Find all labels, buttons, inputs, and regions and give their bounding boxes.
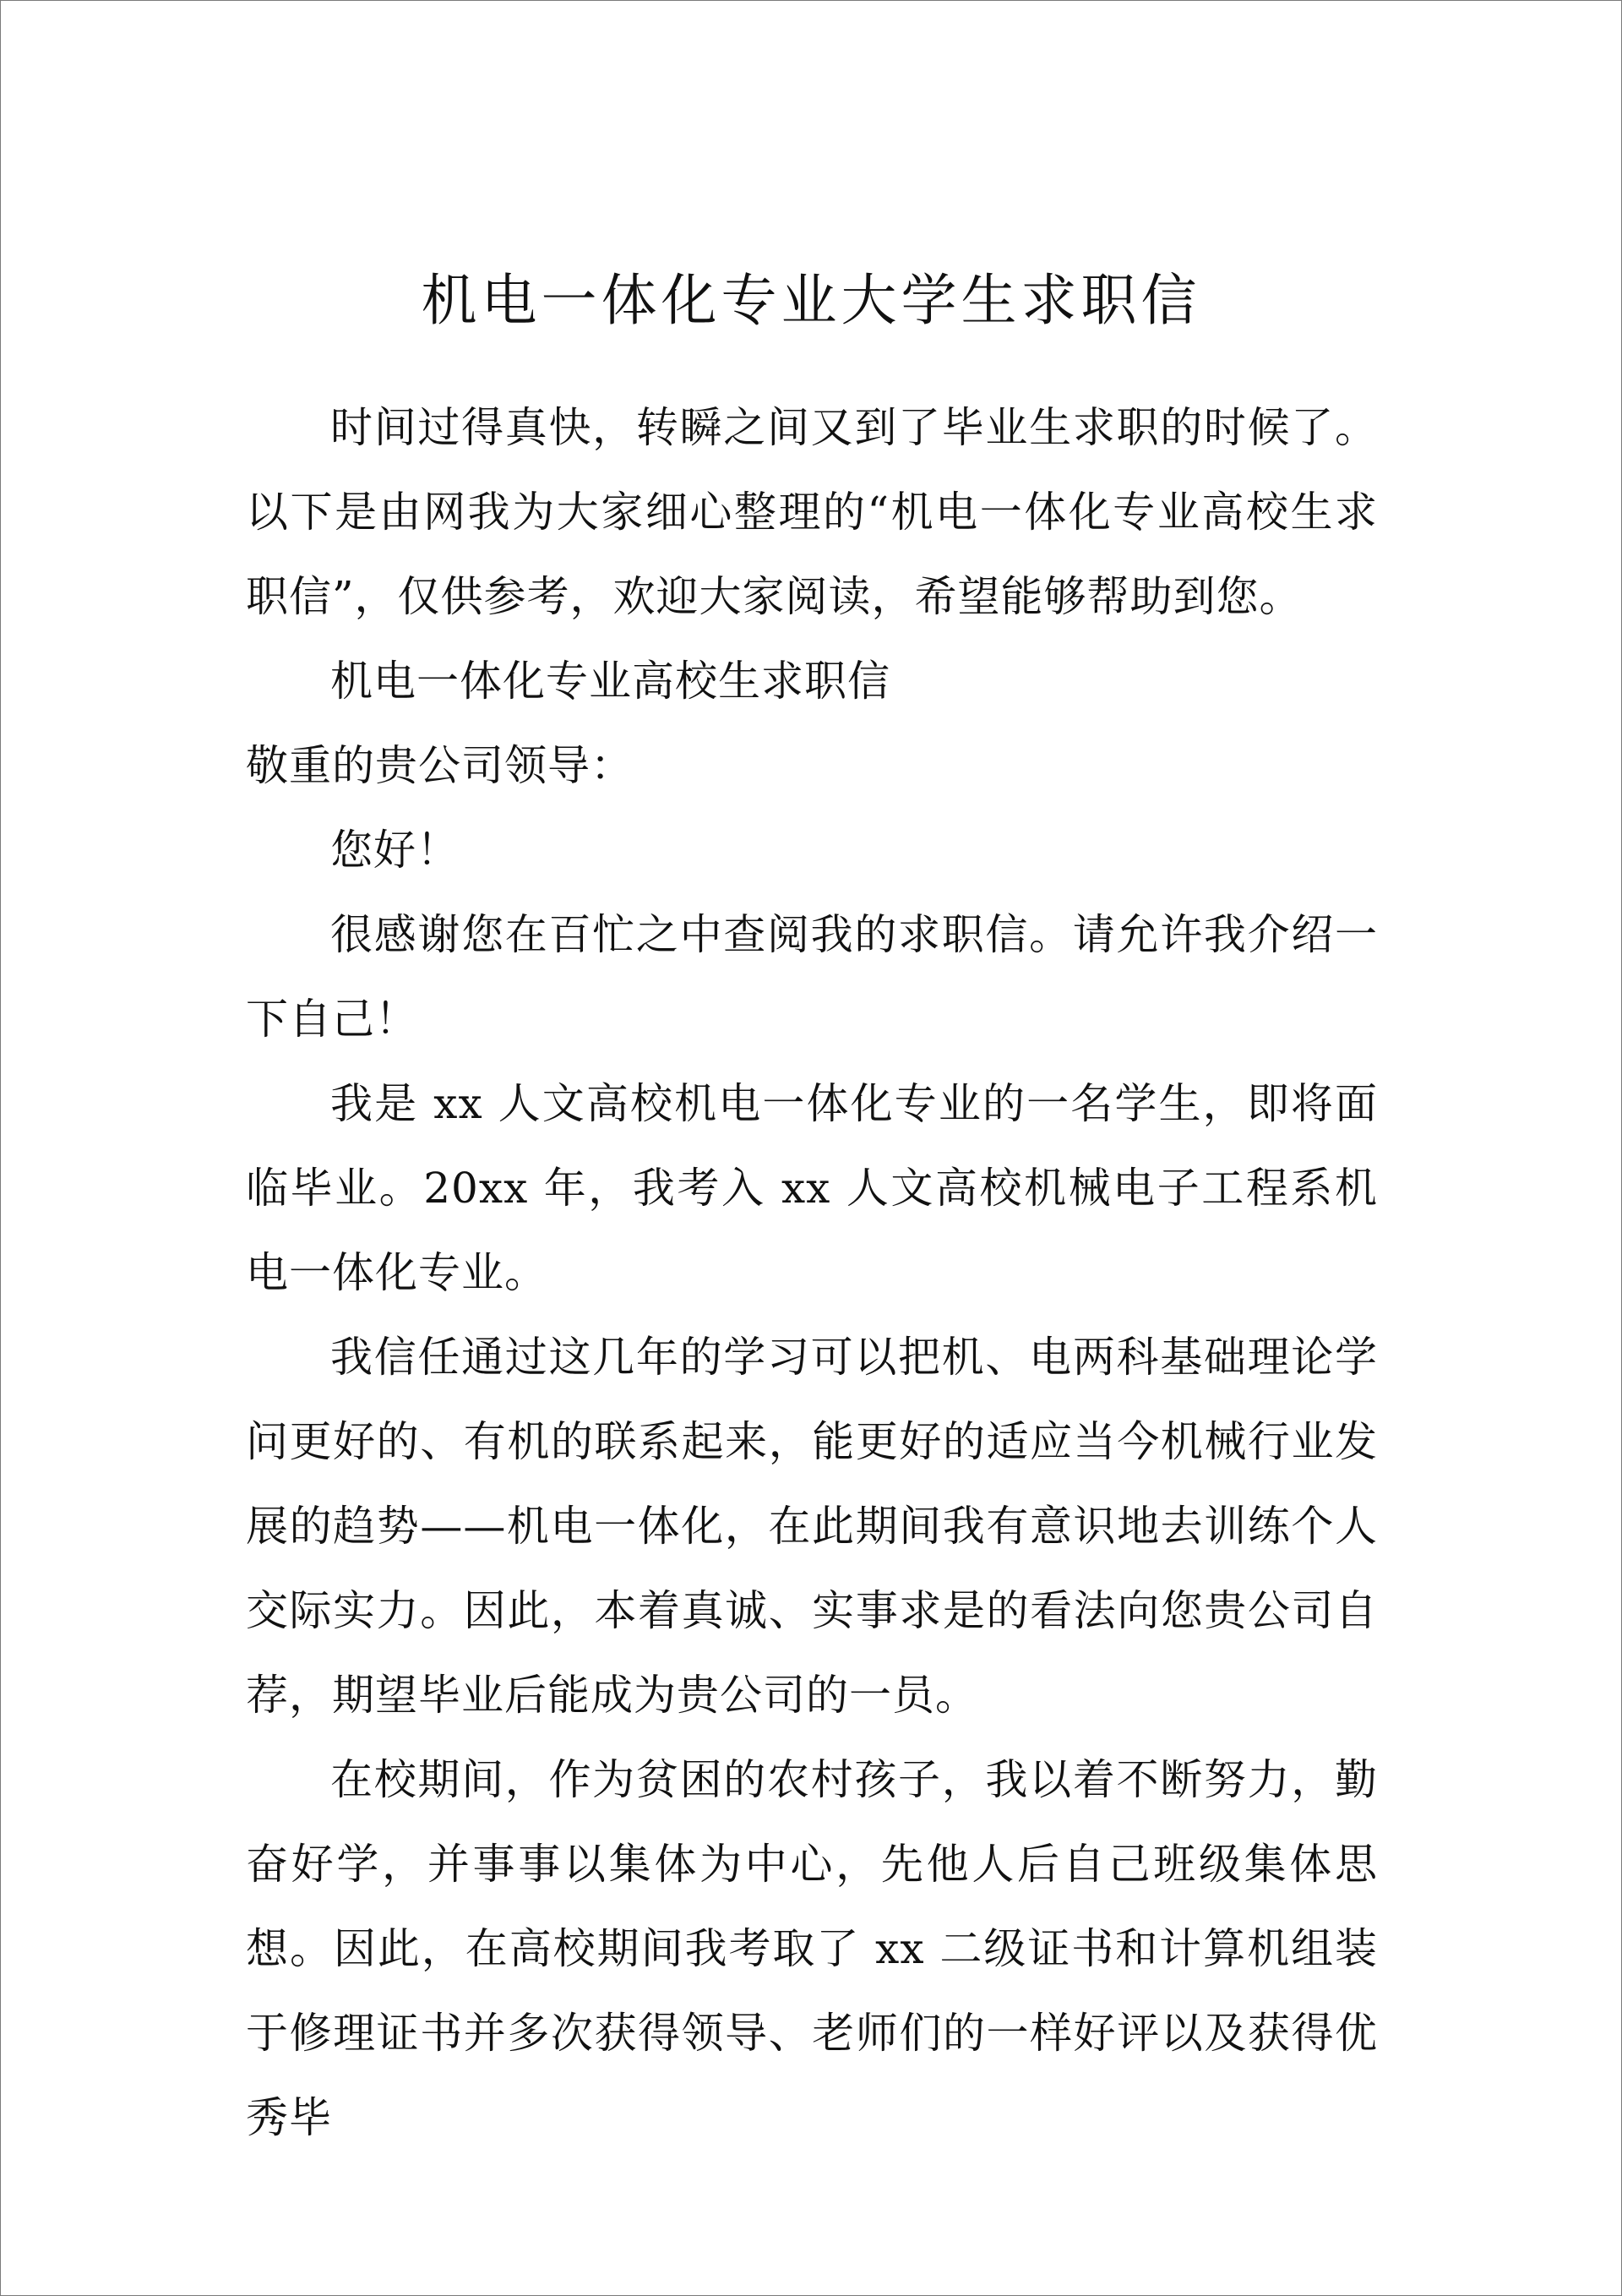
document-body [246,385,1378,2160]
paragraph-salutation: 敬重的贵公司领导： [246,741,634,790]
paragraph-school-experience: 在校期间，作为贫困的农村孩子，我以着不断努力，勤奋好学，并事事以集体为中心，先他人后自己班级集体思想。因此，在高校期间我考取了 xx 二级证书和计算机组装于修理证书并多次获得领导、老师们的一样好评以及获得优秀毕 [246,1755,1378,2142]
paragraph-thanks: 很感谢您在百忙之中查阅我的求职信。请允许我介绍一下自己！ [246,910,1378,1044]
paragraph-intro: 时间过得真快，转瞬之间又到了毕业生求职的时候了。以下是由网我为大家细心整理的“机电一体化专业高校生求职信”，仅供参考，欢迎大家阅读，希望能够帮助到您。 [246,403,1378,621]
paragraph-self-intro: 我是 xx 人文高校机电一体化专业的一名学生，即将面临毕业。20xx 年，我考入 xx 人文高校机械电子工程系机电一体化专业。 [246,1079,1378,1297]
document-title: 机电一体化专业大学生求职信 [421,268,1201,333]
paragraph-motivation: 我信任通过这几年的学习可以把机、电两科基础理论学问更好的、有机的联系起来，能更好的适应当今机械行业发展的趋势——机电一体化，在此期间我有意识地去训练个人交际实力。因此，本着真诚、实事求是的看法向您贵公司自荐，期望毕业后能成为贵公司的一员。 [246,1333,1378,1720]
paragraph-greeting: 您好！ [330,826,460,875]
paragraph-letter-heading: 机电一体化专业高校生求职信 [330,657,890,706]
